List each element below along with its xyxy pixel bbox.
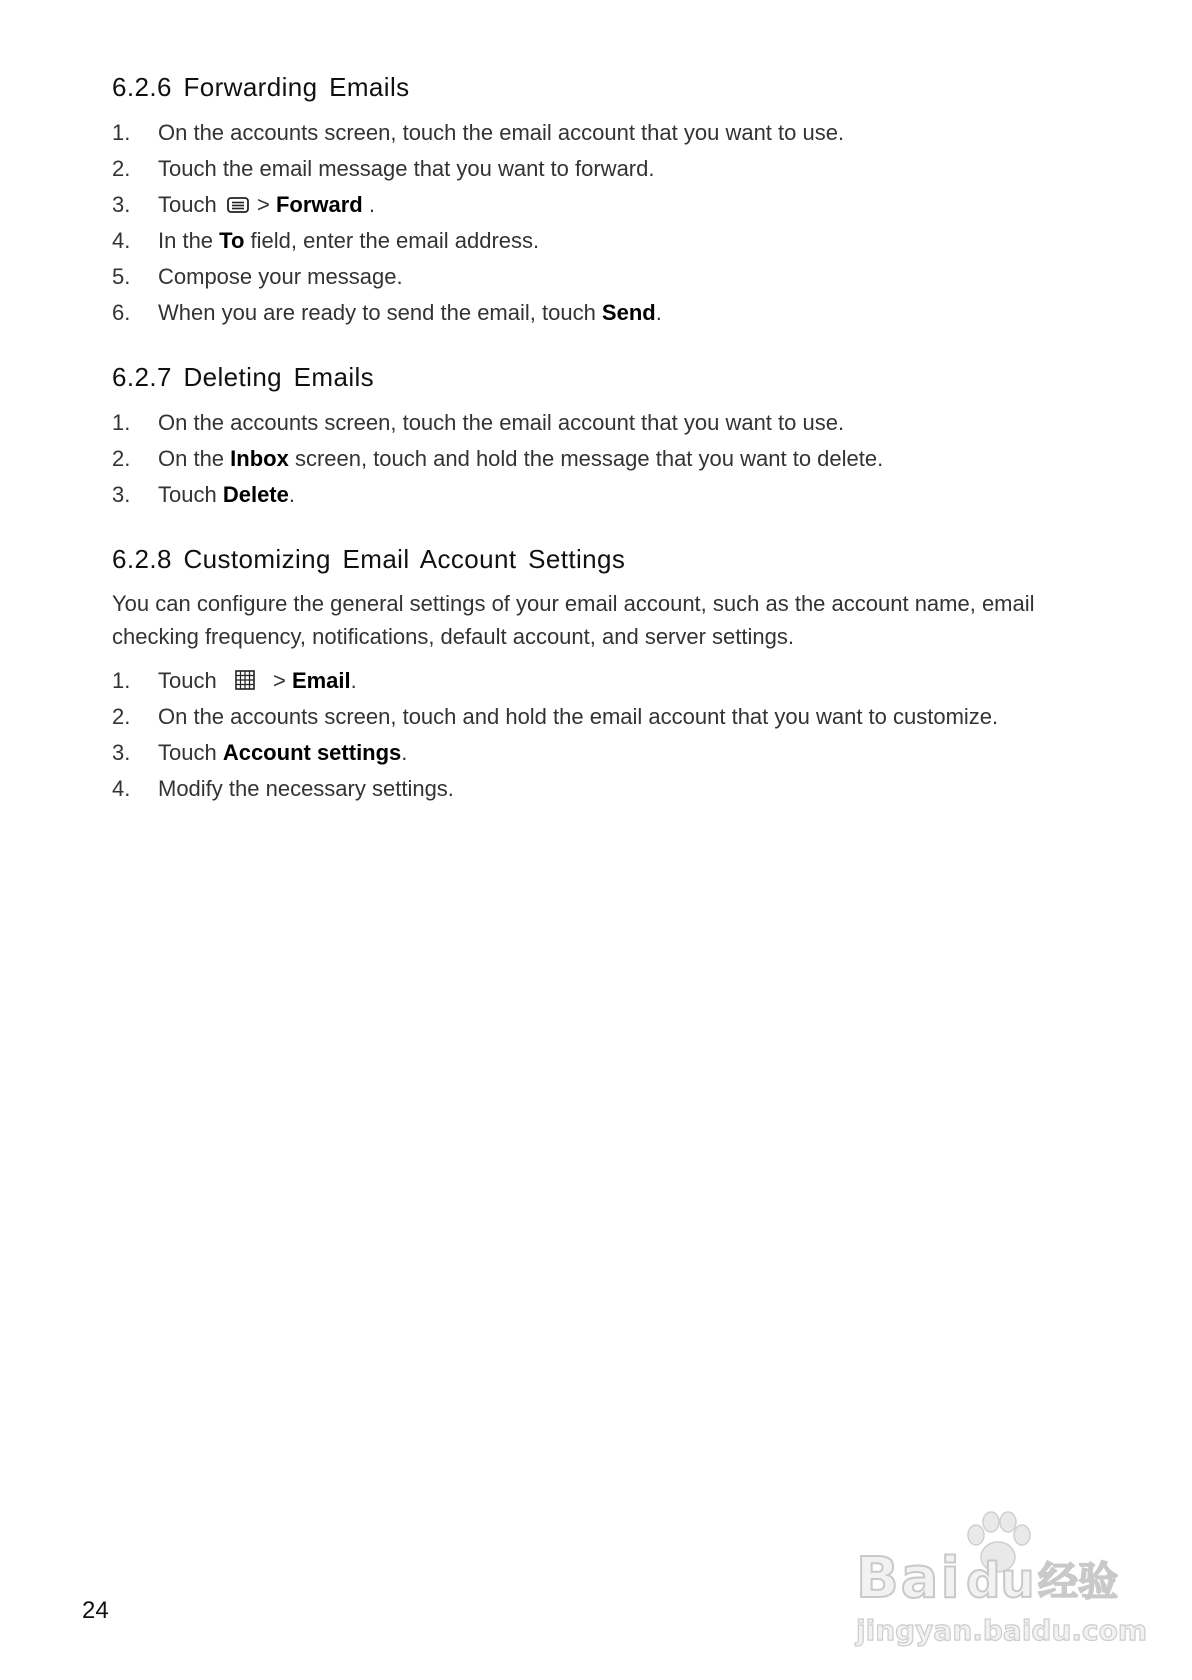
list-item (112, 259, 1092, 295)
svg-text:du: du (966, 1553, 1035, 1609)
step-suffix: . (401, 740, 408, 765)
section-heading: 6.2.8 Customizing Email Account Settings (112, 544, 626, 574)
step-number: 3. (112, 740, 131, 765)
step-text: Touch the email message that you want to forward. (158, 156, 655, 181)
section-intro: You can configure the general settings of your email account, such as the account name, email checking frequency, notifications, default account, and server settings. (112, 591, 1035, 649)
step-keyword: Forward (275, 192, 363, 217)
step-number: 4. (112, 776, 131, 801)
baidu-watermark-logo (848, 1505, 1148, 1655)
step-suffix: . (368, 192, 375, 217)
step-number: 3. (112, 482, 131, 507)
menu-icon (227, 196, 249, 214)
section-deleting-emails (112, 362, 1092, 513)
step-suffix: . (350, 668, 357, 693)
list-item (112, 699, 1092, 735)
step-number: 3. (112, 192, 131, 217)
step-number: 2. (112, 446, 131, 471)
list-item (112, 735, 1092, 771)
step-text: Touch (158, 192, 217, 217)
list-item (112, 115, 1092, 151)
step-number: 1. (112, 120, 131, 145)
step-keyword: To (219, 228, 245, 253)
step-number: 2. (112, 156, 131, 181)
step-number: 1. (112, 668, 131, 693)
list-item (112, 771, 1092, 807)
svg-text:Bai: Bai (856, 1546, 962, 1611)
step-text: On the accounts screen, touch and hold the email account that you want to customize. (158, 704, 999, 729)
step-number: 4. (112, 228, 131, 253)
app-grid-icon (235, 670, 255, 690)
step-text: On the accounts screen, touch the email account that you want to use. (158, 120, 845, 145)
section-heading: 6.2.6 Forwarding Emails (112, 72, 410, 102)
step-keyword: Email (291, 668, 351, 693)
list-item (112, 477, 1092, 513)
step-text: When you are ready to send the email, touch (158, 300, 602, 325)
step-keyword: Account settings (222, 740, 402, 765)
steps-list (112, 405, 1092, 513)
section-forwarding-emails (112, 72, 1092, 331)
section-email-account-settings (112, 544, 1092, 807)
step-number: 5. (112, 264, 131, 289)
step-text: In the (158, 228, 220, 253)
list-item (112, 663, 1092, 699)
step-separator: > (256, 192, 276, 217)
list-item (112, 223, 1092, 259)
step-text: Compose your message. (158, 264, 403, 289)
list-item (112, 187, 1092, 223)
step-suffix: screen, touch and hold the message that you want to delete. (288, 446, 884, 471)
step-text: On the (158, 446, 231, 471)
steps-list (112, 663, 1092, 807)
step-suffix: . (288, 482, 295, 507)
step-keyword: Delete (222, 482, 289, 507)
svg-text:jingyan.baidu.com: jingyan.baidu.com (856, 1614, 1148, 1647)
step-keyword: Send (601, 300, 656, 325)
list-item (112, 405, 1092, 441)
page-number: 24 (82, 1597, 109, 1624)
step-number: 6. (112, 300, 131, 325)
step-number: 1. (112, 410, 131, 435)
step-text: Touch (158, 668, 217, 693)
step-separator: > (272, 668, 292, 693)
step-text: Modify the necessary settings. (158, 776, 454, 801)
step-text: Touch (158, 482, 223, 507)
step-suffix: field, enter the email address. (244, 228, 540, 253)
step-suffix: . (655, 300, 662, 325)
step-text: Touch (158, 740, 223, 765)
step-text: On the accounts screen, touch the email account that you want to use. (158, 410, 845, 435)
section-heading: 6.2.7 Deleting Emails (112, 362, 375, 392)
steps-list (112, 115, 1092, 331)
list-item (112, 295, 1092, 331)
step-number: 2. (112, 704, 131, 729)
list-item (112, 441, 1092, 477)
step-keyword: Inbox (230, 446, 289, 471)
svg-text:经验: 经验 (1038, 1559, 1118, 1605)
list-item (112, 151, 1092, 187)
